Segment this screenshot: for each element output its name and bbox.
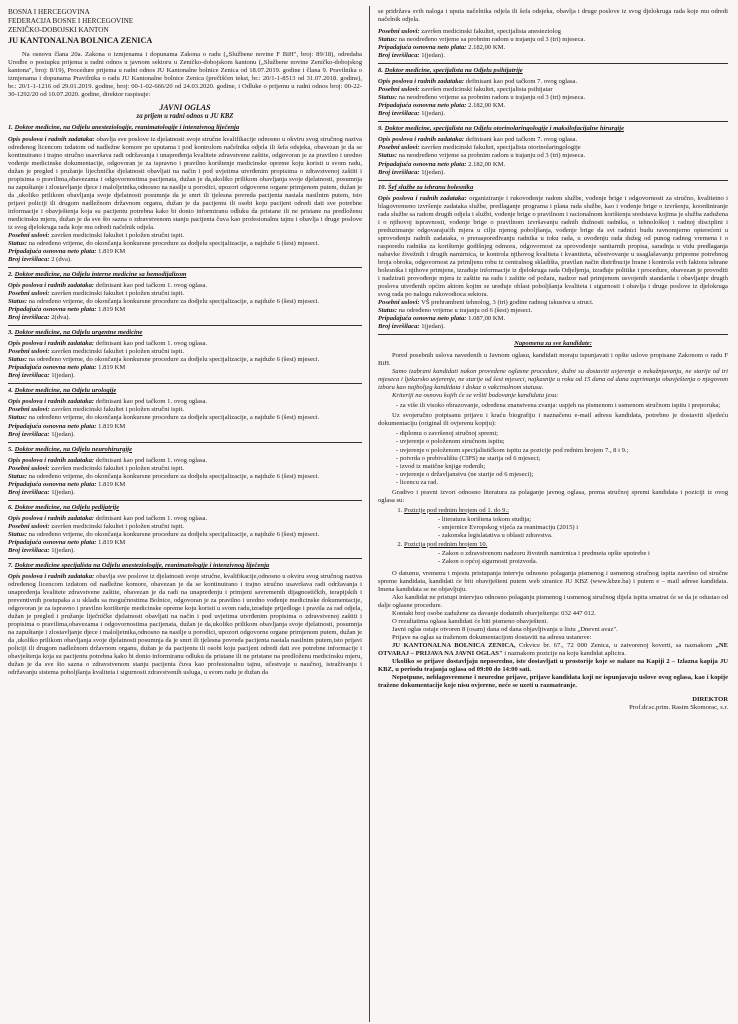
header-line: FEDERACIJA BOSNE I HERCEGOVINE: [8, 17, 134, 25]
position-requirements: [8, 232, 362, 240]
notes-title: Napomena za sve kandidate:: [514, 340, 592, 348]
position-count-label: Broj izvršilaca:: [8, 314, 50, 322]
position-number: 1.: [8, 124, 13, 132]
signature-name: Prof.dr.sc.prim. Rasim Skomorac, s.r.: [629, 704, 728, 712]
position-duties: [8, 282, 362, 290]
position-count-value: 1(jedan).: [51, 488, 75, 496]
notes-paragraph: Uz svojeručno potpisanu prijavu i kraću biografiju i naznačenu e-mail adresu kandidata, potrebno je dostaviti sljedeću dokumentaciju (original ili ovjerenu kopiju):: [378, 412, 728, 428]
position-title: [378, 67, 728, 75]
notes-section: [378, 340, 728, 712]
position-number: 4.: [8, 387, 13, 395]
position-requirements: [8, 348, 362, 356]
position-status: [378, 152, 728, 160]
position-name: Doktor medicine, specijalista na Odjelu otorinolaringologije i maksilofacijalne hirurgije: [384, 125, 625, 133]
position-title: [8, 329, 362, 337]
position-duties: [8, 340, 362, 348]
position-status-label: Status:: [378, 94, 398, 102]
position-number: 2.: [8, 271, 13, 278]
position-status: [8, 414, 362, 422]
position-duties-label: Opis poslova i radnih zadataka:: [8, 340, 95, 348]
list-item: - smjernice Evropskog vijeća za reanimaciju (2015) i: [438, 524, 728, 532]
position-count: [8, 431, 362, 439]
separator: [8, 267, 362, 268]
position-status-value: na neodređeno vrijeme sa probnim radom u trajanju od 3 (tri) mjeseca.: [398, 152, 586, 160]
position-count: [8, 547, 362, 555]
position-count-value: 1(jedan).: [421, 110, 445, 118]
positions-list-right: [378, 67, 728, 180]
position-item: [378, 125, 728, 180]
position-duties: [378, 78, 728, 86]
header-line: BOSNA I HERCEGOVINA: [8, 8, 90, 16]
separator: [8, 383, 362, 384]
institution-name: JU KANTONALNA BOLNICA ZENICA: [8, 36, 153, 45]
separator: [8, 442, 362, 443]
separator: [378, 180, 728, 181]
position-count: Broj izvršilaca: 1(jedan).: [378, 52, 445, 60]
position-item: [378, 67, 728, 122]
position-salary-label: Pripadajuća osnovna neto plata:: [378, 102, 467, 110]
position-salary-value: 2.182,00 KM.: [468, 102, 506, 110]
position-requirements-value: završen medicinski fakultet, specijalista otorinolaringologije: [421, 144, 581, 152]
position-status-label: Status:: [8, 298, 28, 306]
position-requirements-value: završen medicinski fakultet, specijalista psihijatar: [421, 86, 553, 94]
position-name: Doktor medicine, na Odjelu anesteziologije, reanimatologije i intenzivnog liječenja: [14, 124, 240, 132]
notes-paragraph: O rezultatima oglasa kandidati će biti pismeno obavješteni.: [392, 618, 549, 626]
position-requirements-label: Posebni uslovi:: [8, 348, 50, 356]
position-requirements: [378, 86, 728, 94]
separator: [378, 121, 728, 122]
list-item: - licencu za rad.: [396, 479, 728, 487]
position-salary: [8, 481, 362, 489]
position-salary-value: 1.819 KM: [98, 364, 126, 372]
separator: [8, 325, 362, 326]
position-duties-value: definisani kao pod tačkom 1. ovog oglasa.: [95, 456, 208, 464]
position-duties-label: Opis poslova i radnih zadataka:: [8, 398, 95, 406]
legal-basis-text: Na osnovu člana 20a. Zakona o izmjenama i dopunama Zakona o radu („Službene novine F BiH", broj: 89/18), odredaba Uredbe o postupku prijema u radni odnos u javnom sektoru u Zeničko-dobojskom kantonu („Službene novine Zeničko-dobojskog kantona", broj: 8/19), Procedure prijema u radni odnos JU Kantonalne bolnice Zenica od 18.07.2019. godine i člana 9. Pravilnika o izmjenama i dopunama Pravilnika o radu JU Kantonalne bolnice Zenica (prečišćen tekst, br.: 20/1-1-8513 od 31.07.2018. godine), br.: 20/1-1-1216 od 29.01.2019. godine, broj: 00-1-02-666/20 od 24.03.2020. godine, i Odluke o prijemu u radni odnos broj: 00-22-30-1292/20 od 10.07.2020. godine, direktor raspisuje:: [8, 51, 362, 99]
position-status: [8, 473, 362, 481]
list-item: - za više ili visoko obrazovanje, određena znanstvena zvanja: uspjeh na pismenom i usmenom stručnom ispitu i preporuka;: [396, 402, 728, 410]
literature-item: [404, 507, 728, 540]
position-count: [8, 489, 362, 497]
position-status-label: Status:: [8, 530, 28, 538]
notes-paragraph: Pored posebnih uslova navedenih u Javnom oglasu, kandidati moraju ispunjavati i opšte uslove propisane Zakonom o radu F BiH.: [378, 352, 728, 368]
position-item: [8, 124, 362, 268]
position-count-label: Broj izvršilaca:: [8, 255, 50, 263]
position-title: [378, 125, 728, 133]
position-title: [8, 504, 362, 512]
position-count: Broj izvršilaca: 1(jedan).: [378, 323, 445, 331]
announcement-subtitle: za prijem u radni odnos u JU KBZ: [136, 113, 234, 121]
position-duties: Opis poslova i radnih zadataka: organiziranje i rukovođenje radom službe, vođenje brige i odgovornosti za stručno, kvalitetno i blagovremeno izvršenje zadataka službe, predlaganje programa i plana rada službe, kao i vođenje brige o izvršenju, koordiniranje rada službe sa radom drugih odjela i službi, vođenje brige o pravilnom i racionalnom korištenju sredstava kojima je služba zadužena i o njihovoj ispravnosti, vođenje brige o pravilnom izvršavanju radnih dužnosti radnika, o tehnološkoj i radnoj disciplini i preduzimanje odgovarajućih mjera u cilju njenog poboljšanja, vođenje brige da svi radnici budu ravnomjerno opterećeni u sprovođenju radnih zadataka, o preraspoređivanju radnika u toku rada, u uvođenju rada dužeg od punog radnog vremena i o rasporedu radnika za korištenje godišnjeg odmora, odgovornost za sprovođenje sanitarnih propisa, saradnja u vidu predlaganja nabavke živežnih i drugih namirnica, te kontrola njihovog kvaliteta i kvantiteta, učestvovanje u usaglašavanju pripreme potrebnog broja obroka, odgovornost za primljenu robu iz centralnog skladišta, pravilan način distribucije hrane i kontrola svih faktora ishrane bolesnika i njihove primjene, izrađuje informacije iz djelokruga rada Odjeljenja, izrađuje politike i procedure, obavezan je provoditi i nadzirati provođenje mjera iz zaštite na radu i zaštite od požara, nadzor nad primjenom usvojenih standarda i obavljanje drugih poslova utvrđenih općim aktom kojim se uređuje oblast poboljšanja kvaliteta i sigurnosti i obavlja i druge poslove iz djelokruga svog rada po nalogu rukovodioca sektora.: [378, 194, 728, 298]
position-status-label: Status:: [8, 414, 28, 422]
position-requirements: [8, 523, 362, 531]
position-requirements-value: završen medicinski fakultet i položen stručni ispit.: [51, 522, 184, 530]
position-requirements: [8, 465, 362, 473]
position-duties-label: Opis poslova i radnih zadataka:: [378, 78, 465, 86]
position-requirements-label: Posebni uslovi:: [378, 144, 420, 152]
position-duties-value: definisani kao pod tačkom 1. ovog oglasa.: [95, 514, 208, 522]
position-salary-value: 1.819 KM: [98, 306, 126, 314]
position-salary-label: Pripadajuća osnovna neto plata:: [8, 538, 97, 546]
position-status: [8, 240, 362, 248]
position-status: Status: na određeno vrijeme u trajanju od 6 (šest) mjeseci.: [378, 307, 533, 315]
position-count-value: 1(jedan).: [421, 168, 445, 176]
documents-list: [396, 430, 728, 486]
notes-paragraph: Nepotpune, neblagovremene i neuredne prijave, prijave kandidata koji ne ispunjavaju uslove ovog oglasa, kao i kopije tražene dokumentacije koje nisu ovjerene, neće se uzeti u razmatranje.: [378, 674, 728, 690]
position-requirements-value: završen medicinski fakultet i položen stručni ispit.: [51, 406, 184, 414]
position-duties-value: definisani kao pod tačkom 7. ovog oglasa.: [465, 136, 578, 144]
position-salary-value: 1.819 KM: [98, 247, 126, 255]
position-duties-value: definisani kao pod tačkom 7. ovog oglasa.: [465, 78, 578, 86]
position-requirements-value: završen medicinski fakultet i položen stručni ispit.: [51, 231, 184, 239]
position-title: [8, 271, 362, 279]
position-count-value: 1(jedan).: [51, 372, 75, 380]
position-count-label: Broj izvršilaca:: [8, 430, 50, 438]
position-duties-value: definisani kao pod tačkom 1. ovog oglasa.: [95, 282, 208, 290]
position-status-label: Status:: [8, 472, 28, 480]
position-7-continued: [378, 8, 728, 64]
position-requirements: Posebni uslovi: VŠ prehrambeni tehnolog, 3 (tri) godine radnog iskustva u struci.: [378, 299, 594, 306]
position-name: Doktor medicine, na Odjelu interne medicine sa hemodijalizom: [14, 271, 187, 278]
position-duties: [378, 136, 728, 144]
position-count-value: 2(dva).: [51, 314, 71, 322]
position-duties-label: Opis poslova i radnih zadataka:: [8, 514, 95, 522]
position-duties-label: Opis poslova i radnih zadataka:: [378, 136, 465, 144]
position-count-label: Broj izvršilaca:: [8, 546, 50, 554]
literature-sublist: [438, 550, 728, 566]
position-duties: Opis poslova i radnih zadataka: obavlja sve poslove iz djelatnosti svoje stručne, kvalifikacije,odnosno u okviru svog stručnog naziva određenog licencom izdatom od nadležne komore, obavezan je da se kontinuirano i trajno stručno usavršava radi održavanja i unapređenja kvalitete zdravstvene zaštite, obavezan je da radi na unapređenju i primjeni savremenih dijagnostičkih, terapijskih i preventivnih postupaka a u skladu sa mogućnostima Bolnice, odgovoran je za pravilno i uredno vođenje medicinske dokumentacije, odgovoran je za ispravno i pravilno korištenje medicinske opreme koju koristi u svom radu,izraduje prijedloge i pravila za rad odjela, dužan je pregled i pružanje liječničke djelatnosti obavljati na način i pod uvjetima utvrđenim propisima o zdravstvenoj zaštiti i propisima o pravilima,obavezama i odgovornostima pacijenata, dužan je da,ukoliko prilikom obavljanja svoje djelatnosti, posumnja na zapuštanje i zlostavljanje djece i maloljetnika,odnosno na nasilje u porodici, upozori odgovorne organe primjenom putem, dužan je da ,ukoliko prilikom obavljanja svoje djelatnosti posumnja da je smrt ili tjelesna povreda pacijenta nastala nasilnim putem,isto prijavi policiji ili drugom nadležnom državnom organu, dužan je da pacijentu ili osobi koju pacijent odredi dati sve potrebne informacije i obavještenja koja su pacijentu potrebna kako bi donio informiranu odluku da pristane ili ne pristane na predloženu medicinsku mjeru, dužan je da sve što sazna o zdravstvenom stanju pacijenta čuva kao profesionalnu tajnu, učestvuje u naučnoj, istraživanju i održavanju sistema poboljšanja kvaliteta i sigurnosti zdravstvenih usluga, u svom radu je dužan da: [8, 572, 362, 677]
position-count-label: Broj izvršilaca:: [378, 110, 420, 118]
position-duties-value: obavlja sve poslove iz djelatnosti svoje stručne kvalifikacije odnosno u okviru svog stručnog naziva određenog licencom izdatom od nadležne komore po uputama i pod kontrolom načelnika odjela ili šefa odsjeka, obavezan je da se kontinuirano i trajno stručno usavršava radi održavanja i unapređenja kvalitete zdravstvene zaštite, odgovoran je za pravilno i uredno vođenje medicinske dokumentacije, odgovoran je za ispravno i pravilno korištenje medicinske opreme koju koristi u svom radu, dužan je pregled i pružanje lijechničke djelatnosti obavljati na način i pod uvjetima utvrđenim propisima o zdravstvenoj zaštiti i propisima o pravilima,obavezama i odgovornostima pacijenata, dužan je da,ukoliko prilikom obavljanja svoje djelatnosti, posumnja na zapuštanje i zlostavljanje djece i maloljetnika,odnosno na nasilje u porodici, upozori odgovorne organe primjenom putem, dužan je da ,ukoliko prilikom obavljanja svoje djelatnosti posumnja da je smrt ili tjelesna povreda pacijenta nastala nasilnim putem, isto prijavi policiji ili drugom nadležnom državnom organu, dužan je da pacijentu ili osobi koju pacijent odredi dati sve potrebne informacije i obavještenja koja su pacijentu potrebna kako bi donio informiranu odluku da pristane ili ne pristane na predloženu medicinsku mjeru, dužan je da sve što sazna o zdravstvenom stanju pacijenta čuva kao profesionalnu tajnu i obavlja i druge poslove iz svog djelokruga rada koje mu odredi načelnik odjela.: [8, 135, 362, 231]
list-item: - potvrda o prebivalištu (CIPS) ne starija od 6 mjeseci;: [396, 455, 728, 463]
separator: [378, 334, 728, 335]
list-item: - uvjerenje o položenom stručnom ispitu;: [396, 438, 728, 446]
position-status-value: na određeno vrijeme, do okončanja konkursne procedure za dodjelu specijalizacije, a najduže 6 (šest) mjeseci.: [28, 530, 320, 538]
list-item: - izvod iz matične knjige rođenih;: [396, 463, 728, 471]
position-number: 9.: [378, 125, 383, 133]
position-requirements: [8, 290, 362, 298]
position-number: 8.: [378, 67, 383, 75]
list-item: - diplomu o završenoj stručnoj spremi;: [396, 430, 728, 438]
notes-paragraph: Samo izabrani kandidati nakon provedene oglasne procedure, dužni su dostaviti uvjerenje o nekažnjavanju, ne starije od tri mjeseca i ljekarsko uvjerenje, ne starije od šest mjeseci, najkasnije u roku od 15 dana od dana zaprimanja obavještenja o njegovom izboru kao najboljeg kandidata i dokaz o vakcinalnom statusu.: [378, 368, 728, 392]
position-name: Doktor medicine, na Odjelu pedijatrije: [14, 503, 120, 511]
position-salary: [8, 423, 362, 431]
position-salary: Pripadajuća osnovna neto plata: 1.087,00 KM.: [378, 315, 506, 323]
position-title: [8, 124, 362, 132]
positions-list-left: [8, 124, 362, 558]
position-item: [8, 446, 362, 501]
position-count-value: 1(jedan).: [51, 430, 75, 438]
criteria-list: [396, 402, 728, 410]
position-duties: [8, 136, 362, 232]
position-count-value: 1(jedan).: [51, 546, 75, 554]
position-status-value: na neodređeno vrijeme sa probnim radom u trajanju od 3 (tri) mjeseca.: [398, 94, 586, 102]
literature-title: Pozicije pod rednim brojem od 1. do 9.:: [404, 506, 509, 514]
position-number: 6.: [8, 503, 13, 511]
position-number: 5.: [8, 445, 13, 453]
literature-title: Pozicija pod rednim brojem 10.: [404, 540, 488, 548]
position-salary-value: 1.819 KM: [98, 538, 126, 546]
announcement-title: JAVNI OGLAS: [159, 103, 211, 113]
position-salary: [378, 102, 728, 110]
position-status: [378, 94, 728, 102]
position-title: 7. Doktor medicine specijalista na Odjelu anesteziologije, reanimatologije i intenzivnog liječenja: [8, 561, 270, 569]
position-requirements-value: završen medicinski fakultet i položen stručni ispit.: [51, 348, 184, 356]
position-duties-label: Opis poslova i radnih zadataka:: [8, 456, 95, 464]
position-salary-label: Pripadajuća osnovna neto plata:: [8, 364, 97, 372]
position-item: [8, 271, 362, 326]
position-name: Doktor medicine, na Odjelu urgentne medicine: [14, 329, 143, 337]
position-salary-label: Pripadajuća osnovna neto plata:: [8, 422, 97, 430]
position-count-label: Broj izvršilaca:: [8, 488, 50, 496]
position-duties-continued: se pridržava svih naloga i uputa načelnika odjela ili šefa odsjeka, obavlja i druge poslove iz svog djelokruga rada koje mu odredi načelnik odjela.: [378, 8, 728, 24]
notes-paragraph: Ukoliko se prijave dostavljaju neposredno, iste dostavljati u prostorije koje se nalaze na Kapiji 2 – Izlazna kapija JU KBZ, u periodu trajanja oglasa od 09:00 do 14:00 sati.: [378, 658, 728, 674]
position-count: [8, 314, 362, 322]
position-status-value: na određeno vrijeme, do okončanja konkursne procedure za dodjelu specijalizacije, a najduže 6 (šest) mjeseci.: [28, 356, 320, 364]
notes-paragraph: O datumu, vremenu i mjestu pristupanja intervju odnosno polaganja pismenog i usmenog stručnog ispita završno od stručne spreme kandidata, kandidati će biti obaviješteni putem web stranice JU KBZ (www.kbze.ba) i putem e – mail adrese kandidata. Imena kandidata se ne objavljuju.: [378, 569, 728, 593]
literature-sublist: [438, 516, 728, 540]
notes-paragraph: Gradivo i pravni izvori odnosno literatura za polaganje javnog oglasa, prema stručnoj spremi kandidata i poziciji iz ovog oglasa su:: [378, 488, 728, 504]
position-duties-label: Opis poslova i radnih zadataka:: [8, 282, 95, 290]
literature-list: [404, 507, 728, 566]
position-duties: [8, 457, 362, 465]
position-status-label: Status:: [8, 239, 28, 247]
position-salary: [8, 306, 362, 314]
position-requirements-value: završen medicinski fakultet i položen stručni ispit.: [51, 464, 184, 472]
notes-paragraph: Javni oglas ostaje otvoren 8 (osam) dana od dana objavljivanja u listu „Dnevni avaz".: [392, 626, 618, 634]
institution-header: [8, 8, 362, 46]
position-salary: Pripadajuća osnovna neto plata: 2.182,00 KM.: [378, 44, 506, 52]
position-count-label: Broj izvršilaca:: [378, 168, 420, 176]
position-requirements: [8, 406, 362, 414]
position-status: [8, 298, 362, 306]
separator: [378, 63, 728, 64]
position-title: [8, 387, 362, 395]
position-status-value: na određeno vrijeme, do okončanja konkursne procedure za dodjelu specijalizacije, a najduže 6 (šest) mjeseci.: [28, 414, 320, 422]
position-count: [8, 372, 362, 380]
position-item: [8, 329, 362, 384]
position-requirements-label: Posebni uslovi:: [8, 406, 50, 414]
position-salary-label: Pripadajuća osnovna neto plata:: [8, 247, 97, 255]
column-divider: [369, 6, 370, 1022]
position-requirements-label: Posebni uslovi:: [8, 231, 50, 239]
position-name: Doktor medicine, specijalista na Odjelu psihijatrije: [384, 67, 523, 75]
position-status-value: na određeno vrijeme, do okončanja konkursne procedure za dodjelu specijalizacije, a najduže 6 (šest) mjeseci.: [28, 472, 320, 480]
position-status: [8, 531, 362, 539]
position-10: [378, 184, 728, 336]
position-status: [8, 356, 362, 364]
separator: [8, 558, 362, 559]
notes-paragraph: Ako kandidat ne pristupi intervjuu odnosno polaganju pismenog i usmenog stručnog dijela ispita smatrat će se da je odustao od dalje oglasne procedure.: [378, 594, 728, 610]
list-item: - Zakon o zdravstvenom nadzoru životnih namirnica i predmeta opšte upotrebe i: [438, 550, 728, 558]
list-item: - uvjerenje o državljanstvu (ne starije od 6 mjeseci);: [396, 471, 728, 479]
position-count: [378, 169, 728, 177]
position-title: 10. Šef službe za ishranu bolesnika: [378, 183, 474, 191]
list-item: - literatura korištena tokom studija;: [438, 516, 728, 524]
position-duties-value: definisani kao pod tačkom 1. ovog oglasa.: [95, 340, 208, 348]
position-status-value: na određeno vrijeme, do okončanja konkursne procedure za dodjelu specijalizacije, a najduže 6 (šest) mjeseci.: [28, 298, 320, 306]
position-salary: [8, 364, 362, 372]
position-item: [8, 504, 362, 559]
position-salary-label: Pripadajuća osnovna neto plata:: [378, 160, 467, 168]
position-duties: [8, 515, 362, 523]
position-name: Doktor medicine, na Odjelu neurohirurgije: [14, 445, 133, 453]
position-requirements: Posebni uslovi: završen medicinski fakultet, specijalista anesteziolog: [378, 28, 561, 36]
signature-role: DIREKTOR: [692, 696, 728, 704]
position-status-label: Status:: [378, 152, 398, 160]
left-column: [8, 8, 362, 1020]
notes-paragraph: Kontakt broj osobe zadužene za davanje dodatnih obavještenja: 032 447 012.: [392, 610, 596, 618]
position-salary: [378, 161, 728, 169]
submission-address: JU KANTONALNA BOLNICA ZENICA, Crkvice br. 67., 72 000 Zenica, u zatvorenoj koverti, sa naznakom „NE OTVARAJ – PRIJAVA NA JAVNI OGLAS" i naznakom pozicije na koju kandidat aplicira.: [378, 642, 728, 658]
header-line: ZENIČKO-DOBOJSKI KANTON: [8, 26, 109, 34]
list-item: - Zakon o općoj sigurnosti proizvoda.: [438, 558, 728, 566]
notes-paragraph: Kriteriji na osnovu kojih će se vršiti bodovanje kandidata jesu:: [392, 392, 559, 400]
separator: [8, 500, 362, 501]
position-requirements-label: Posebni uslovi:: [378, 86, 420, 94]
position-count-label: Broj izvršilaca:: [8, 372, 50, 380]
list-item: - zakonska legislatativa u oblasti zdravstva.: [438, 532, 728, 540]
position-salary-value: 2.182,00 KM.: [468, 160, 506, 168]
position-7: [8, 562, 362, 677]
position-number: 3.: [8, 329, 13, 337]
position-status-value: na određeno vrijeme, do okončanja konkursne procedure za dodjelu specijalizacije, a najduže 6 (šest) mjeseci.: [28, 239, 320, 247]
position-requirements: [378, 144, 728, 152]
position-requirements-label: Posebni uslovi:: [8, 522, 50, 530]
position-name: Doktor medicine, na Odjelu urologije: [14, 387, 117, 395]
position-item: [8, 387, 362, 442]
position-count: [8, 256, 362, 264]
position-salary: [8, 539, 362, 547]
position-salary-value: 1.819 KM: [98, 480, 126, 488]
position-salary-label: Pripadajuća osnovna neto plata:: [8, 480, 97, 488]
position-salary-value: 1.819 KM: [98, 422, 126, 430]
position-salary-label: Pripadajuća osnovna neto plata:: [8, 306, 97, 314]
position-count: [378, 110, 728, 118]
position-title: [8, 446, 362, 454]
position-status-label: Status:: [8, 356, 28, 364]
position-requirements-label: Posebni uslovi:: [8, 290, 50, 298]
position-count-value: 2 (dva).: [51, 255, 72, 263]
literature-item: [404, 541, 728, 566]
notes-paragraph: Prijave na oglas sa traženom dokumentacijom dostaviti na adresu ustanove:: [392, 634, 592, 642]
position-salary: [8, 248, 362, 256]
list-item: - uvjerenje o položenom specijalističkom ispitu za pozicije pod rednim brojem 7., 8 i 9.;: [396, 447, 728, 455]
position-status: Status: na neodređeno vrijeme sa probnim radom u trajanju od 3 (tri) mjeseca.: [378, 36, 586, 44]
position-duties: [8, 398, 362, 406]
position-requirements-label: Posebni uslovi:: [8, 464, 50, 472]
position-duties-label: Opis poslova i radnih zadataka:: [8, 135, 95, 143]
position-requirements-value: završen medicinski fakultet i položen stručni ispit.: [51, 290, 184, 298]
position-duties-value: definisani kao pod tačkom 1. ovog oglasa.: [95, 398, 208, 406]
right-column: [378, 8, 728, 1020]
